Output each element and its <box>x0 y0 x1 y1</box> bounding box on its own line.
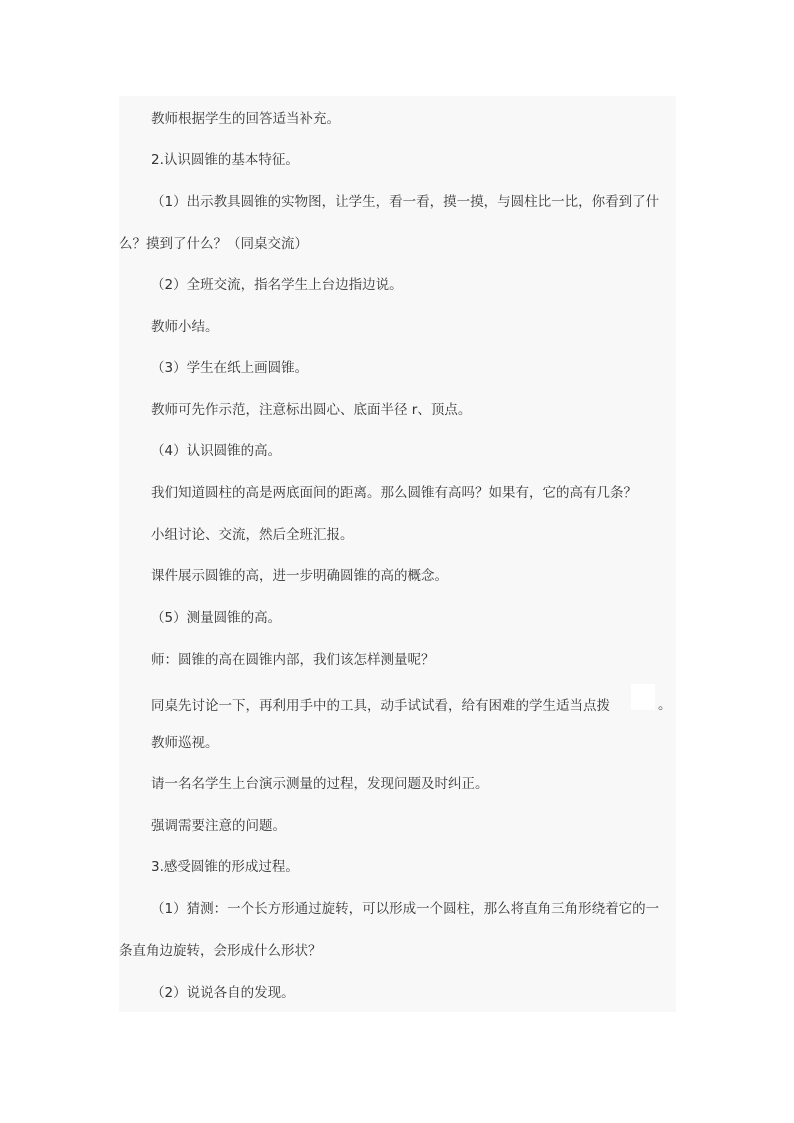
paragraph-line: 强调需要注意的问题。 <box>151 818 286 834</box>
paragraph-line: 教师小结。 <box>151 319 219 335</box>
trailing-period: 。 <box>658 697 672 713</box>
paragraph-line: 请一名名学生上台演示测量的过程，发现问题及时纠正。 <box>151 776 489 792</box>
paragraph-line: （5）测量圆锥的高。 <box>151 610 282 626</box>
paragraph-line: 么？摸到了什么？（同桌交流） <box>119 236 308 252</box>
paragraph-line: （3）学生在纸上画圆锥。 <box>151 360 309 376</box>
paragraph-line: 教师可先作示范，注意标出圆心、底面半径 r、顶点。 <box>151 402 472 418</box>
paragraph-line: 教师根据学生的回答适当补充。 <box>151 111 340 127</box>
paragraph-line: （2）全班交流，指名学生上台边指边说。 <box>151 277 403 293</box>
paragraph-line: 课件展示圆锥的高，进一步明确圆锥的高的概念。 <box>151 568 448 584</box>
paragraph-line: 我们知道圆柱的高是两底面间的距离。那么圆锥有高吗？如果有，它的高有几条？ <box>151 485 637 501</box>
paragraph-line: 同桌先讨论一下，再利用手中的工具，动手试试看，给有困难的学生适当点拨 <box>151 698 610 714</box>
paragraph-line: （4）认识圆锥的高。 <box>151 443 282 459</box>
paragraph-line: 教师巡视。 <box>151 735 219 751</box>
section-heading: 2.认识圆锥的基本特征。 <box>151 152 299 168</box>
paragraph-line: （2）说说各自的发现。 <box>151 985 295 1001</box>
paragraph-line: （1）猜测：一个长方形通过旋转，可以形成一个圆柱，那么将直角三角形绕着它的一 <box>151 901 660 917</box>
paragraph-line: 小组讨论、交流，然后全班汇报。 <box>151 527 354 543</box>
paragraph-line: （1）出示教具圆锥的实物图，让学生，看一看，摸一摸，与圆柱比一比，你看到了什 <box>151 194 660 210</box>
paragraph-line: 条直角边旋转，会形成什么形状？ <box>119 943 322 959</box>
section-heading: 3.感受圆锥的形成过程。 <box>151 859 299 875</box>
inline-image-placeholder <box>631 684 655 710</box>
paragraph-line: 师：圆锥的高在圆锥内部，我们该怎样测量呢？ <box>151 652 435 668</box>
